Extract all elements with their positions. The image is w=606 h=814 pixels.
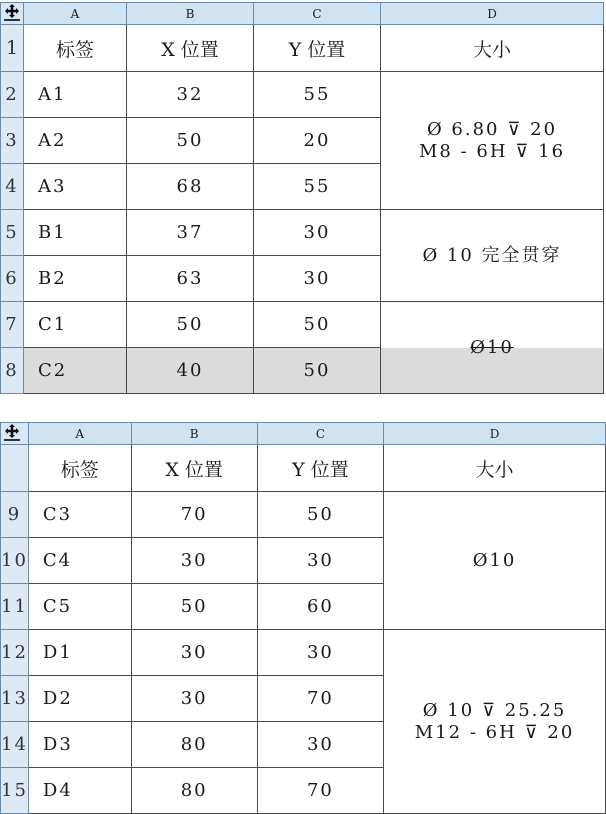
x-cell[interactable]: 40 xyxy=(127,348,254,394)
size-cell[interactable] xyxy=(384,630,606,814)
x-position-header[interactable]: X 位置 xyxy=(127,25,254,72)
row-number[interactable]: 7 xyxy=(1,302,24,348)
hole-table-1 xyxy=(0,2,604,394)
y-cell[interactable]: 50 xyxy=(257,492,383,538)
table-row xyxy=(1,492,606,538)
label-cell[interactable]: A2 xyxy=(24,118,127,164)
row-number[interactable]: 10 xyxy=(1,538,29,584)
label-cell[interactable]: D1 xyxy=(28,630,131,676)
size-cell[interactable] xyxy=(381,302,604,394)
size-line: Ø 10 完全贯穿 xyxy=(422,244,562,266)
y-cell[interactable]: 30 xyxy=(254,256,381,302)
size-line: Ø10 xyxy=(470,336,514,358)
column-header-row xyxy=(1,3,604,25)
label-header[interactable]: 标签 xyxy=(28,445,131,492)
table-move-handle[interactable] xyxy=(1,423,29,445)
y-cell[interactable]: 30 xyxy=(257,722,383,768)
x-cell[interactable]: 50 xyxy=(127,302,254,348)
table-row xyxy=(1,630,606,676)
row-number[interactable]: 11 xyxy=(1,584,29,630)
label-cell[interactable]: C1 xyxy=(24,302,127,348)
row-number[interactable]: 2 xyxy=(1,72,24,118)
x-cell[interactable]: 32 xyxy=(127,72,254,118)
y-cell[interactable]: 60 xyxy=(257,584,383,630)
column-header-d[interactable]: D xyxy=(384,423,606,445)
column-header-a[interactable]: A xyxy=(28,423,131,445)
move-handle-icon xyxy=(3,4,21,22)
label-cell[interactable]: C3 xyxy=(28,492,131,538)
x-cell[interactable]: 63 xyxy=(127,256,254,302)
label-header[interactable]: 标签 xyxy=(24,25,127,72)
column-header-b[interactable]: B xyxy=(127,3,254,25)
label-cell[interactable]: A1 xyxy=(24,72,127,118)
table-header-row xyxy=(1,445,606,492)
x-cell[interactable]: 70 xyxy=(131,492,257,538)
column-header-c[interactable]: C xyxy=(257,423,383,445)
y-cell[interactable]: 50 xyxy=(254,302,381,348)
row-number[interactable] xyxy=(1,445,29,492)
move-handle-icon xyxy=(3,424,21,442)
table-move-handle[interactable] xyxy=(1,3,24,25)
row-number[interactable]: 9 xyxy=(1,492,29,538)
row-number[interactable]: 15 xyxy=(1,768,29,814)
table-header-row xyxy=(1,25,604,72)
y-cell[interactable]: 30 xyxy=(257,538,383,584)
label-cell[interactable]: C5 xyxy=(28,584,131,630)
y-cell[interactable]: 70 xyxy=(257,676,383,722)
row-number[interactable]: 6 xyxy=(1,256,24,302)
label-cell[interactable]: C4 xyxy=(28,538,131,584)
size-line: Ø10 xyxy=(472,549,517,571)
x-cell[interactable]: 30 xyxy=(131,676,257,722)
table-row xyxy=(1,210,604,256)
label-cell[interactable]: B1 xyxy=(24,210,127,256)
size-line: M12 - 6H ⊽ 20 xyxy=(414,721,575,743)
row-number[interactable]: 8 xyxy=(1,348,24,394)
x-cell[interactable]: 37 xyxy=(127,210,254,256)
y-position-header[interactable]: Y 位置 xyxy=(254,25,381,72)
table-row xyxy=(1,302,604,348)
y-cell[interactable]: 20 xyxy=(254,118,381,164)
label-cell[interactable]: C2 xyxy=(24,348,127,394)
y-cell[interactable]: 30 xyxy=(254,210,381,256)
column-header-a[interactable]: A xyxy=(24,3,127,25)
row-number[interactable]: 4 xyxy=(1,164,24,210)
hole-table-2 xyxy=(0,422,606,814)
row-number[interactable]: 3 xyxy=(1,118,24,164)
row-number[interactable]: 5 xyxy=(1,210,24,256)
column-header-b[interactable]: B xyxy=(131,423,257,445)
label-cell[interactable]: D2 xyxy=(28,676,131,722)
label-cell[interactable]: D3 xyxy=(28,722,131,768)
row-number[interactable]: 12 xyxy=(1,630,29,676)
x-cell[interactable]: 68 xyxy=(127,164,254,210)
x-cell[interactable]: 80 xyxy=(131,722,257,768)
y-cell[interactable]: 70 xyxy=(257,768,383,814)
label-cell[interactable]: B2 xyxy=(24,256,127,302)
table-row xyxy=(1,72,604,118)
x-cell[interactable]: 30 xyxy=(131,630,257,676)
x-cell[interactable]: 80 xyxy=(131,768,257,814)
size-header[interactable]: 大小 xyxy=(384,445,606,492)
size-cell[interactable] xyxy=(381,210,604,302)
x-cell[interactable]: 50 xyxy=(127,118,254,164)
y-cell[interactable]: 55 xyxy=(254,164,381,210)
y-cell[interactable]: 50 xyxy=(254,348,381,394)
size-line: M8 - 6H ⊽ 16 xyxy=(418,140,566,162)
size-cell[interactable] xyxy=(381,72,604,210)
column-header-c[interactable]: C xyxy=(254,3,381,25)
y-position-header[interactable]: Y 位置 xyxy=(257,445,383,492)
size-line: Ø 6.80 ⊽ 20 xyxy=(426,118,558,140)
column-header-d[interactable]: D xyxy=(381,3,604,25)
size-cell[interactable] xyxy=(384,492,606,630)
x-position-header[interactable]: X 位置 xyxy=(131,445,257,492)
size-line: Ø 10 ⊽ 25.25 xyxy=(422,699,567,721)
row-number[interactable]: 1 xyxy=(1,25,24,72)
x-cell[interactable]: 30 xyxy=(131,538,257,584)
size-header[interactable]: 大小 xyxy=(381,25,604,72)
y-cell[interactable]: 30 xyxy=(257,630,383,676)
label-cell[interactable]: A3 xyxy=(24,164,127,210)
row-number[interactable]: 14 xyxy=(1,722,29,768)
label-cell[interactable]: D4 xyxy=(28,768,131,814)
y-cell[interactable]: 55 xyxy=(254,72,381,118)
column-header-row xyxy=(1,423,606,445)
x-cell[interactable]: 50 xyxy=(131,584,257,630)
row-number[interactable]: 13 xyxy=(1,676,29,722)
